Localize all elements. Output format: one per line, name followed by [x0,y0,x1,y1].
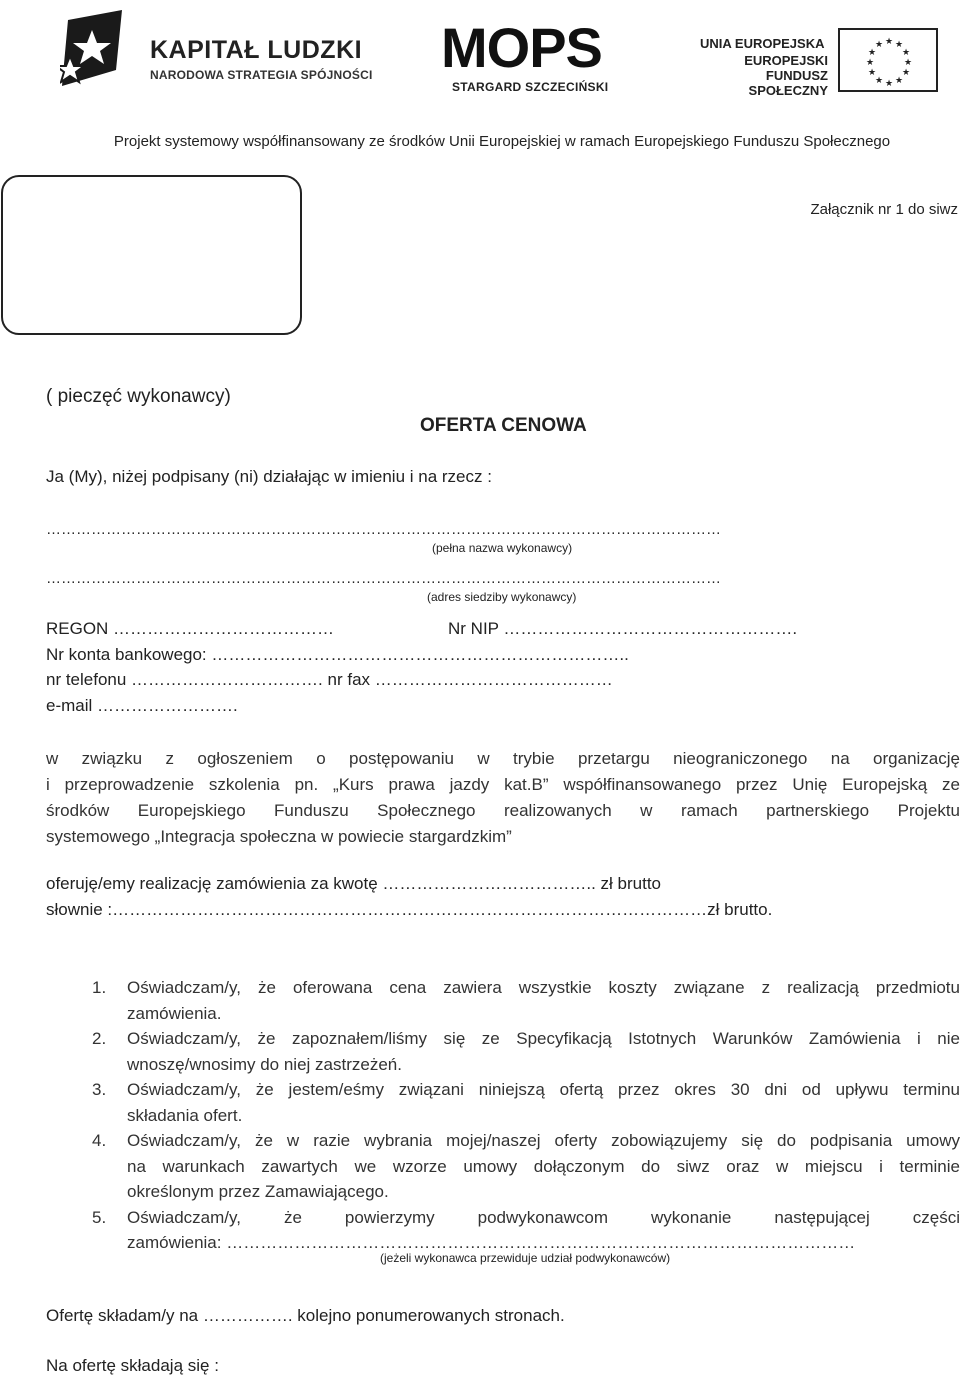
tender-paragraph-line: i przeprowadzenie szkolenia pn. „Kurs prawa jazdy kat.B” współfinansowanego przez Unię Europejską ze [46,775,960,794]
tender-paragraph-line: w związku z ogłoszeniem o postępowaniu w trybie przetargu nieograniczonego na organizację [46,749,960,768]
svg-text:★: ★ [875,39,884,49]
declaration-text: Oświadczam/y, że jestem/eśmy związani niniejszą ofertą przez okres 30 dni od upływu terminu [127,1080,960,1099]
bank-account-field[interactable]: Nr konta bankowego: ……………………………………………………………….. [46,645,629,664]
declarations-list [92,975,960,1256]
declaration-number: 4. [92,1131,107,1150]
kapital-ludzki-star-icon [60,8,150,98]
declaration-text: wnoszę/wnosimy do niej zastrzeżeń. [127,1054,402,1074]
declaration-text: Oświadczam/y, że w razie wybrania mojej/naszej oferty zobowiązujemy się do podpisania umowy [127,1131,960,1150]
annex-label: Załącznik nr 1 do siwz [810,201,958,218]
svg-text:★: ★ [895,75,904,85]
offer-amount-words-field[interactable]: słownie :……………………………………………………………………………………………zł brutto. [46,900,773,919]
svg-text:★: ★ [885,36,894,46]
intro-text: Ja (My), niżej podpisany (ni) działając w imieniu i na rzecz : [46,467,492,486]
stamp-caption: ( pieczęć wykonawcy) [46,386,231,407]
page-count-field[interactable]: Ofertę składam/y na ……………. kolejno ponumerowanych stronach. [46,1306,565,1325]
eu-logo-line3: FUNDUSZ SPOŁECZNY [748,68,828,98]
svg-text:★: ★ [885,78,894,88]
declaration-item [92,1128,960,1205]
document-title: OFERTA CENOWA [420,415,587,436]
svg-text:★: ★ [868,67,877,77]
declaration-text: Oświadczam/y, że powierzymy podwykonawcom wykonanie następującej części [127,1207,960,1227]
eu-flag-icon [838,28,938,92]
declaration-number: 5. [92,1207,107,1227]
svg-text:★: ★ [904,57,913,67]
offer-amount-field[interactable]: oferuję/emy realizację zamówienia za kwotę ……………………………….. zł brutto [46,874,662,893]
declaration-text: Oświadczam/y, że zapoznałem/liśmy się ze Specyfikacją Istotnych Warunków Zamówienia i nie [127,1029,960,1048]
declaration-text: Oświadczam/y, że oferowana cena zawiera wszystkie koszty związane z realizacją przedmiotu [127,978,960,997]
subcontractor-part-field[interactable]: zamówienia: ………………………………………………………………………………………………… [127,1233,856,1252]
contractor-name-caption: (pełna nazwa wykonawcy) [432,541,573,555]
declaration-text: zamówienia. [127,1003,222,1023]
contractor-address-field[interactable]: ……………………………………………………………………………………………………………………… [46,570,721,587]
declaration-number: 3. [92,1080,107,1099]
svg-text:★: ★ [895,39,904,49]
tender-paragraph [46,746,960,850]
declaration-text: składania ofert. [127,1105,243,1125]
svg-text:★: ★ [902,67,911,77]
declaration-item [92,1205,960,1256]
mops-logo-subtitle: STARGARD SZCZECIŃSKI [452,80,609,94]
declaration-text: określonym przez Zamawiającego. [127,1182,389,1201]
declaration-number: 1. [92,978,107,997]
declaration-item [92,975,960,1026]
declaration-number: 2. [92,1029,107,1048]
declaration-item [92,1026,960,1077]
nip-field[interactable]: Nr NIP ……………………………………………. [448,619,798,638]
declaration-text: na warunkach zawartych we wzorze umowy dołączonym do siwz oraz w miejscu i terminie [127,1156,960,1176]
eu-logo-line2: EUROPEJSKI [744,53,828,68]
offer-components-label: Na ofertę składają się : [46,1356,219,1375]
eu-logo-line1: UNIA EUROPEJSKA [700,36,825,51]
phone-fax-field[interactable]: nr telefonu ……………………………. nr fax …………………………………… [46,670,613,689]
declaration-item [92,1077,960,1128]
contractor-stamp-box [1,175,302,335]
kapital-ludzki-subtitle: NARODOWA STRATEGIA SPÓJNOŚCI [150,68,373,82]
svg-text:★: ★ [875,75,884,85]
contractor-name-field[interactable]: ……………………………………………………………………………………………………………………… [46,521,721,538]
email-field[interactable]: e-mail ……………………. [46,696,238,715]
kapital-ludzki-title: KAPITAŁ LUDZKI [150,36,363,64]
mops-logo-title: MOPS [441,16,602,79]
project-line: Projekt systemowy współfinansowany ze środków Unii Europejskiej w ramach Europejskiego Funduszu Społecznego [113,133,891,150]
tender-paragraph-line: środków Europejskiego Funduszu Społecznego realizowanych w ramach partnerskiego Projektu [46,801,960,820]
svg-text:★: ★ [902,47,911,57]
svg-text:★: ★ [868,47,877,57]
regon-field[interactable]: REGON ………………………………… [46,619,335,638]
svg-text:★: ★ [866,57,875,67]
tender-paragraph-line: systemowego „Integracja społeczna w powiecie stargardzkim” [46,827,512,846]
contractor-address-caption: (adres siedziby wykonawcy) [427,590,577,604]
subcontractor-caption: (jeżeli wykonawca przewiduje udział podwykonawców) [380,1251,671,1265]
